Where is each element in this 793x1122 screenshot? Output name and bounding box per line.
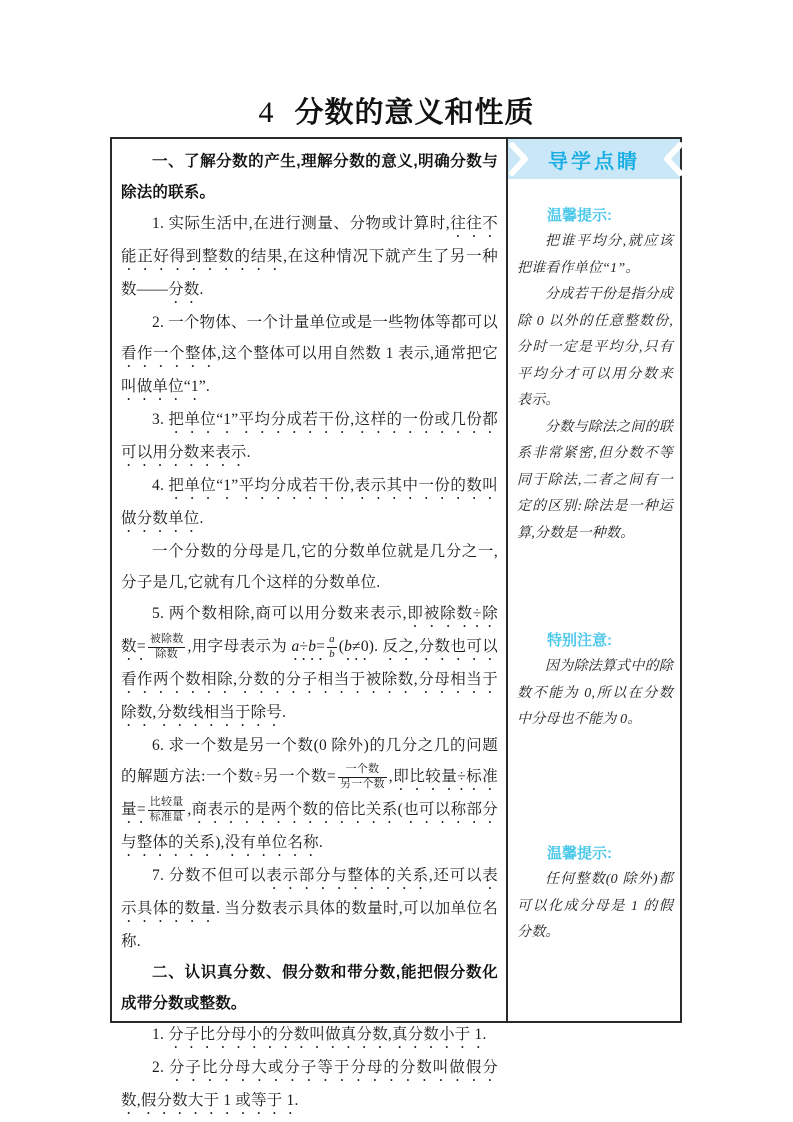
main-column bbox=[112, 139, 508, 1109]
section-heading: 一、了解分数的产生,理解分数的意义,明确分数与除法的联系。 bbox=[121, 153, 498, 201]
tip-paragraph: 分数与除法之间的联系非常紧密,但分数不等同于除法,二者之间有一定的区别:除法是一种运算,分数是一种数。 bbox=[517, 419, 673, 541]
sidebar-column bbox=[508, 139, 680, 1021]
chevron-left-icon bbox=[659, 142, 683, 181]
tip-paragraph: 任何整数(0 除外)都可以化成分母是 1 的假分数。 bbox=[517, 872, 673, 940]
content-paragraph: 1. 实际生活中,在进行测量、分物或计算时,往往不能正好得到整数的结果,在这种情况下就产生了另一种数——分数. bbox=[121, 215, 498, 298]
sidebar-banner-title: 导学点睛 bbox=[548, 150, 640, 173]
tip-label: 温馨提示: bbox=[547, 845, 612, 862]
content-paragraph: 一个分数的分母是几,它的分数单位就是几分之一,分子是几,它就有几个这样的分数单位. bbox=[121, 543, 498, 591]
fraction: $\frac{a}{b}$ bbox=[329, 633, 335, 660]
content-paragraph: 1. 分子比分母小的分数叫做真分数,真分数小于 1. bbox=[152, 1026, 487, 1043]
attention-group bbox=[508, 628, 680, 734]
content-paragraph: 5. 两个数相除,商可以用分数来表示,即被除数÷除数= $\frac{\text{被除数}}{\text{除数}}$ ,用字母表示为 a÷b= $\frac{a}{b}$ (b≠0). 反之,分数也可以看作两个数相除,分数的分子相当于被除数,分母相当于除数,分数线相当于除号. bbox=[121, 605, 498, 721]
sidebar-banner bbox=[508, 139, 680, 179]
page-title bbox=[0, 90, 793, 131]
tip-group bbox=[508, 203, 680, 547]
tip-group bbox=[508, 841, 680, 947]
content-paragraph: 3. 把单位“1”平均分成若干份,这样的一份或几份都可以用分数来表示. bbox=[121, 411, 498, 461]
content-table bbox=[110, 137, 682, 1109]
chevron-right-icon bbox=[509, 142, 533, 181]
chapter-number: 4 bbox=[258, 96, 275, 129]
tip-paragraph: 因为除法算式中的除数不能为 0,所以在分数中分母也不能为 0。 bbox=[517, 659, 673, 727]
content-paragraph: 6. 求一个数是另一个数(0 除外)的几分之几的问题的解题方法:一个数÷另一个数= $\frac{\text{一个数}}{\text{另一个数}}$ ,即比较量÷标准量= $\frac{\text{比较量}}{\text{标准量}}$ ,商表示的是两个数的倍比关系(也可以称部分与整体的关系),没有单位名称. bbox=[121, 737, 498, 851]
tip-paragraph: 把谁平均分,就应该把谁看作单位“1”。 bbox=[517, 234, 673, 276]
chapter-title-text: 分数的意义和性质 bbox=[294, 97, 535, 129]
section-heading: 二、认识真分数、假分数和带分数,能把假分数化成带分数或整数。 bbox=[121, 964, 498, 1012]
content-paragraph: 7. 分数不但可以表示部分与整体的关系,还可以表示具体的数量. 当分数表示具体的数量时,可以加单位名称. bbox=[121, 867, 498, 950]
attention-label: 特别注意: bbox=[547, 632, 612, 649]
content-paragraph: 2. 分子比分母大或分子等于分母的分数叫做假分数,假分数大于 1 或等于 1. bbox=[121, 1059, 498, 1109]
content-paragraph: 2. 一个物体、一个计量单位或是一些物体等都可以看作一个整体,这个整体可以用自然数 1 表示,通常把它叫做单位“1”. bbox=[121, 314, 499, 395]
fraction: $\frac{\text{一个数}}{\text{另一个数}}$ bbox=[339, 763, 385, 790]
fraction: $\frac{\text{比较量}}{\text{标准量}}$ bbox=[149, 796, 184, 823]
tip-paragraph: 分成若干份是指分成除 0 以外的任意整数份,分时一定是平均分,只有平均分才可以用分数来表示。 bbox=[517, 287, 673, 408]
fraction: $\frac{\text{被除数}}{\text{除数}}$ bbox=[149, 633, 184, 660]
tip-label: 温馨提示: bbox=[547, 207, 612, 224]
content-paragraph: 4. 把单位“1”平均分成若干份,表示其中一份的数叫做分数单位. bbox=[121, 477, 498, 527]
